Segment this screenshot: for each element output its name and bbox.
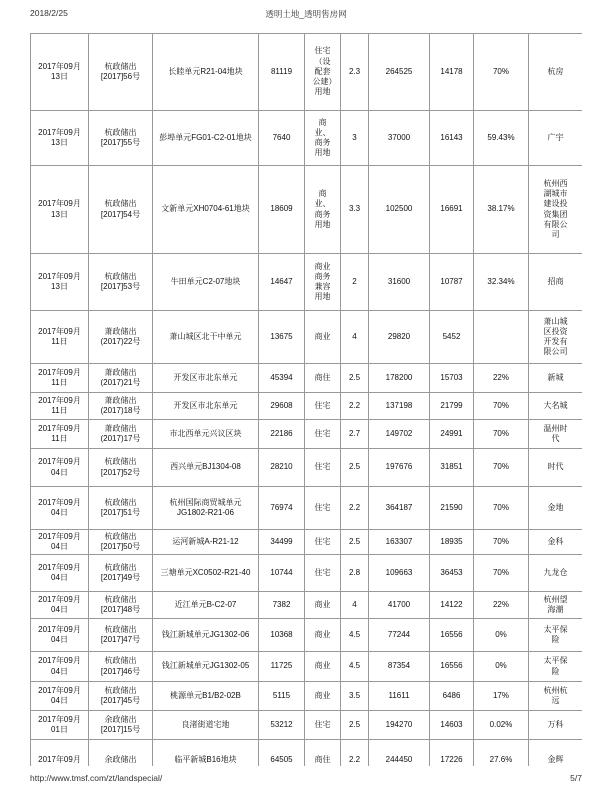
- cell-total-price: 11611: [369, 682, 430, 711]
- cell-doc-number: 杭政储出[2017]45号: [89, 682, 153, 711]
- cell-plot-ratio: 2.3: [341, 34, 369, 111]
- cell-land-use: 住宅: [305, 711, 341, 740]
- cell-plot-ratio: 2.5: [341, 711, 369, 740]
- cell-premium-rate: 27.6%: [474, 740, 529, 767]
- cell-land-use: 商业商务兼容用地: [305, 254, 341, 311]
- cell-total-price: 197676: [369, 449, 430, 487]
- cell-premium-rate: 70%: [474, 530, 529, 555]
- cell-area: 18609: [259, 166, 305, 254]
- cell-unit-price: 5452: [430, 311, 474, 364]
- cell-unit-price: 16556: [430, 652, 474, 682]
- cell-doc-number: 萧政储出(2017)18号: [89, 393, 153, 420]
- cell-total-price: 31600: [369, 254, 430, 311]
- cell-total-price: 87354: [369, 652, 430, 682]
- cell-doc-number: 杭政储出[2017]50号: [89, 530, 153, 555]
- cell-premium-rate: 70%: [474, 449, 529, 487]
- cell-area: 81119: [259, 34, 305, 111]
- cell-parcel-name: 长睦单元R21-04地块: [153, 34, 259, 111]
- cell-land-use: 商业: [305, 311, 341, 364]
- cell-transaction-date: 2017年09月04日: [31, 652, 89, 682]
- cell-doc-number: 杭政储出[2017]51号: [89, 487, 153, 530]
- cell-total-price: 41700: [369, 592, 430, 619]
- cell-total-price: 29820: [369, 311, 430, 364]
- cell-plot-ratio: 2.7: [341, 420, 369, 449]
- cell-parcel-name: 牛田单元C2-07地块: [153, 254, 259, 311]
- cell-buyer: 大名城: [529, 393, 583, 420]
- table-row: [31, 555, 583, 592]
- cell-plot-ratio: 3: [341, 111, 369, 166]
- cell-area: 29608: [259, 393, 305, 420]
- table-row: [31, 530, 583, 555]
- cell-buyer: 太平保险: [529, 619, 583, 652]
- cell-area: 10744: [259, 555, 305, 592]
- table-row: [31, 420, 583, 449]
- cell-buyer: 杭州望海潮: [529, 592, 583, 619]
- cell-land-use: 商业、商务用地: [305, 111, 341, 166]
- table-row: [31, 619, 583, 652]
- cell-plot-ratio: 2.2: [341, 487, 369, 530]
- cell-unit-price: 14178: [430, 34, 474, 111]
- page-number: 5/7: [570, 773, 582, 783]
- cell-land-use: 住宅: [305, 449, 341, 487]
- cell-doc-number: 余政储出: [89, 740, 153, 767]
- cell-land-use: 住宅: [305, 420, 341, 449]
- cell-buyer: 九龙仓: [529, 555, 583, 592]
- cell-area: 11725: [259, 652, 305, 682]
- cell-unit-price: 18935: [430, 530, 474, 555]
- cell-doc-number: 萧政储出(2017)17号: [89, 420, 153, 449]
- cell-transaction-date: 2017年09月04日: [31, 449, 89, 487]
- cell-unit-price: 21799: [430, 393, 474, 420]
- table-row: [31, 364, 583, 393]
- cell-land-use: 商业、商务用地: [305, 166, 341, 254]
- cell-plot-ratio: 2.2: [341, 740, 369, 767]
- cell-premium-rate: 0.02%: [474, 711, 529, 740]
- print-date: 2018/2/25: [30, 8, 68, 18]
- cell-buyer: 万科: [529, 711, 583, 740]
- cell-premium-rate: 22%: [474, 592, 529, 619]
- cell-transaction-date: 2017年09月04日: [31, 487, 89, 530]
- cell-premium-rate: 70%: [474, 34, 529, 111]
- cell-doc-number: 余政储出[2017]15号: [89, 711, 153, 740]
- cell-buyer: 杭房: [529, 34, 583, 111]
- cell-plot-ratio: 2.5: [341, 530, 369, 555]
- table-row: [31, 682, 583, 711]
- cell-unit-price: 6486: [430, 682, 474, 711]
- table-row: [31, 111, 583, 166]
- cell-unit-price: 14122: [430, 592, 474, 619]
- cell-plot-ratio: 2.5: [341, 449, 369, 487]
- cell-premium-rate: 70%: [474, 555, 529, 592]
- cell-area: 10368: [259, 619, 305, 652]
- cell-parcel-name: 桃源单元B1/B2-02B: [153, 682, 259, 711]
- cell-buyer: 招商: [529, 254, 583, 311]
- cell-buyer: 金科: [529, 530, 583, 555]
- cell-area: 45394: [259, 364, 305, 393]
- cell-total-price: 37000: [369, 111, 430, 166]
- cell-transaction-date: 2017年09月04日: [31, 619, 89, 652]
- cell-buyer: 时代: [529, 449, 583, 487]
- cell-parcel-name: 良渚街道宅地: [153, 711, 259, 740]
- cell-doc-number: 杭政储出[2017]48号: [89, 592, 153, 619]
- cell-plot-ratio: 2.2: [341, 393, 369, 420]
- cell-plot-ratio: 4.5: [341, 652, 369, 682]
- cell-doc-number: 萧政储出(2017)21号: [89, 364, 153, 393]
- cell-total-price: 264525: [369, 34, 430, 111]
- cell-transaction-date: 2017年09月11日: [31, 393, 89, 420]
- cell-total-price: 102500: [369, 166, 430, 254]
- cell-land-use: 住宅: [305, 555, 341, 592]
- table-row: [31, 592, 583, 619]
- cell-unit-price: 21590: [430, 487, 474, 530]
- cell-transaction-date: 2017年09月13日: [31, 34, 89, 111]
- table-row: [31, 311, 583, 364]
- cell-plot-ratio: 4: [341, 311, 369, 364]
- cell-transaction-date: 2017年09月01日: [31, 711, 89, 740]
- page-header: [30, 8, 582, 22]
- cell-transaction-date: 2017年09月11日: [31, 311, 89, 364]
- cell-buyer: 萧山城区投资开发有限公司: [529, 311, 583, 364]
- cell-area: 28210: [259, 449, 305, 487]
- cell-land-use: 商业: [305, 682, 341, 711]
- cell-doc-number: 杭政储出[2017]53号: [89, 254, 153, 311]
- land-sales-table: [30, 33, 582, 766]
- cell-transaction-date: 2017年09月11日: [31, 420, 89, 449]
- cell-doc-number: 杭政储出[2017]46号: [89, 652, 153, 682]
- table-row: [31, 487, 583, 530]
- cell-total-price: 364187: [369, 487, 430, 530]
- cell-parcel-name: 市北西单元兴议区块: [153, 420, 259, 449]
- cell-transaction-date: 2017年09月13日: [31, 166, 89, 254]
- cell-premium-rate: 38.17%: [474, 166, 529, 254]
- cell-transaction-date: 2017年09月04日: [31, 592, 89, 619]
- cell-unit-price: 16691: [430, 166, 474, 254]
- cell-land-use: 住宅: [305, 393, 341, 420]
- cell-doc-number: 杭政储出[2017]47号: [89, 619, 153, 652]
- cell-total-price: 163307: [369, 530, 430, 555]
- cell-unit-price: 36453: [430, 555, 474, 592]
- cell-area: 76974: [259, 487, 305, 530]
- cell-total-price: 109663: [369, 555, 430, 592]
- cell-parcel-name: 开发区市北东单元: [153, 393, 259, 420]
- cell-transaction-date: 2017年09月: [31, 740, 89, 767]
- cell-premium-rate: 0%: [474, 619, 529, 652]
- cell-buyer: 温州时代: [529, 420, 583, 449]
- cell-total-price: 244450: [369, 740, 430, 767]
- cell-parcel-name: 杭州国际商贸城单元JG1802-R21-06: [153, 487, 259, 530]
- cell-transaction-date: 2017年09月11日: [31, 364, 89, 393]
- cell-buyer: 杭州杭远: [529, 682, 583, 711]
- cell-land-use: 商业: [305, 619, 341, 652]
- cell-parcel-name: 彭埠单元FG01-C2-01地块: [153, 111, 259, 166]
- cell-doc-number: 杭政储出[2017]56号: [89, 34, 153, 111]
- cell-plot-ratio: 4.5: [341, 619, 369, 652]
- cell-buyer: 金辉: [529, 740, 583, 767]
- cell-parcel-name: 运河新城A-R21-12: [153, 530, 259, 555]
- page-footer: [30, 771, 582, 783]
- cell-parcel-name: 三塘单元XC0502-R21-40: [153, 555, 259, 592]
- cell-area: 64505: [259, 740, 305, 767]
- cell-premium-rate: 0%: [474, 652, 529, 682]
- cell-total-price: 194270: [369, 711, 430, 740]
- cell-plot-ratio: 3.3: [341, 166, 369, 254]
- table-row: [31, 711, 583, 740]
- cell-land-use: 商住: [305, 740, 341, 767]
- cell-area: 34499: [259, 530, 305, 555]
- cell-area: 5115: [259, 682, 305, 711]
- cell-area: 13675: [259, 311, 305, 364]
- cell-plot-ratio: 2.5: [341, 364, 369, 393]
- page-title: 透明土地_透明售房网: [265, 9, 347, 19]
- cell-land-use: 住宅（设配套公建）用地: [305, 34, 341, 111]
- cell-parcel-name: 钱江新城单元JG1302-05: [153, 652, 259, 682]
- cell-total-price: 178200: [369, 364, 430, 393]
- source-url: http://www.tmsf.com/zt/landspecial/: [30, 773, 163, 783]
- cell-land-use: 住宅: [305, 530, 341, 555]
- cell-transaction-date: 2017年09月04日: [31, 530, 89, 555]
- cell-land-use: 住宅: [305, 487, 341, 530]
- cell-premium-rate: [474, 311, 529, 364]
- table-row: [31, 254, 583, 311]
- cell-parcel-name: 临平新城B16地块: [153, 740, 259, 767]
- cell-unit-price: 15703: [430, 364, 474, 393]
- cell-premium-rate: 22%: [474, 364, 529, 393]
- cell-unit-price: 31851: [430, 449, 474, 487]
- table-row: [31, 740, 583, 767]
- table-row: [31, 166, 583, 254]
- table-row: [31, 449, 583, 487]
- cell-total-price: 149702: [369, 420, 430, 449]
- cell-area: 53212: [259, 711, 305, 740]
- cell-unit-price: 16143: [430, 111, 474, 166]
- cell-total-price: 137198: [369, 393, 430, 420]
- cell-unit-price: 10787: [430, 254, 474, 311]
- cell-parcel-name: 近江单元B-C2-07: [153, 592, 259, 619]
- cell-transaction-date: 2017年09月04日: [31, 682, 89, 711]
- cell-buyer: 金地: [529, 487, 583, 530]
- cell-unit-price: 24991: [430, 420, 474, 449]
- cell-premium-rate: 70%: [474, 487, 529, 530]
- cell-doc-number: 杭政储出[2017]52号: [89, 449, 153, 487]
- cell-unit-price: 17226: [430, 740, 474, 767]
- cell-land-use: 商业: [305, 592, 341, 619]
- cell-land-use: 商住: [305, 364, 341, 393]
- cell-land-use: 商业: [305, 652, 341, 682]
- cell-transaction-date: 2017年09月13日: [31, 111, 89, 166]
- cell-parcel-name: 钱江新城单元JG1302-06: [153, 619, 259, 652]
- cell-doc-number: 杭政储出[2017]54号: [89, 166, 153, 254]
- cell-doc-number: 杭政储出[2017]55号: [89, 111, 153, 166]
- cell-unit-price: 14603: [430, 711, 474, 740]
- cell-transaction-date: 2017年09月13日: [31, 254, 89, 311]
- cell-doc-number: 萧政储出(2017)22号: [89, 311, 153, 364]
- cell-total-price: 77244: [369, 619, 430, 652]
- cell-premium-rate: 70%: [474, 420, 529, 449]
- cell-plot-ratio: 4: [341, 592, 369, 619]
- cell-premium-rate: 59.43%: [474, 111, 529, 166]
- cell-plot-ratio: 2.8: [341, 555, 369, 592]
- cell-area: 7640: [259, 111, 305, 166]
- table-container: [30, 33, 582, 766]
- cell-parcel-name: 开发区市北东单元: [153, 364, 259, 393]
- cell-plot-ratio: 2: [341, 254, 369, 311]
- cell-premium-rate: 32.34%: [474, 254, 529, 311]
- land-table-body: [31, 34, 583, 767]
- table-row: [31, 652, 583, 682]
- cell-area: 22186: [259, 420, 305, 449]
- cell-unit-price: 16556: [430, 619, 474, 652]
- cell-doc-number: 杭政储出[2017]49号: [89, 555, 153, 592]
- cell-buyer: 太平保险: [529, 652, 583, 682]
- cell-parcel-name: 文新单元XH0704-61地块: [153, 166, 259, 254]
- cell-plot-ratio: 3.5: [341, 682, 369, 711]
- cell-parcel-name: 西兴单元BJ1304-08: [153, 449, 259, 487]
- cell-buyer: 广宇: [529, 111, 583, 166]
- cell-area: 7382: [259, 592, 305, 619]
- cell-buyer: 杭州西湖城市建设投资集团有限公司: [529, 166, 583, 254]
- cell-premium-rate: 17%: [474, 682, 529, 711]
- table-row: [31, 34, 583, 111]
- cell-buyer: 新城: [529, 364, 583, 393]
- cell-premium-rate: 70%: [474, 393, 529, 420]
- cell-area: 14647: [259, 254, 305, 311]
- cell-parcel-name: 萧山城区北干中单元: [153, 311, 259, 364]
- cell-transaction-date: 2017年09月04日: [31, 555, 89, 592]
- table-row: [31, 393, 583, 420]
